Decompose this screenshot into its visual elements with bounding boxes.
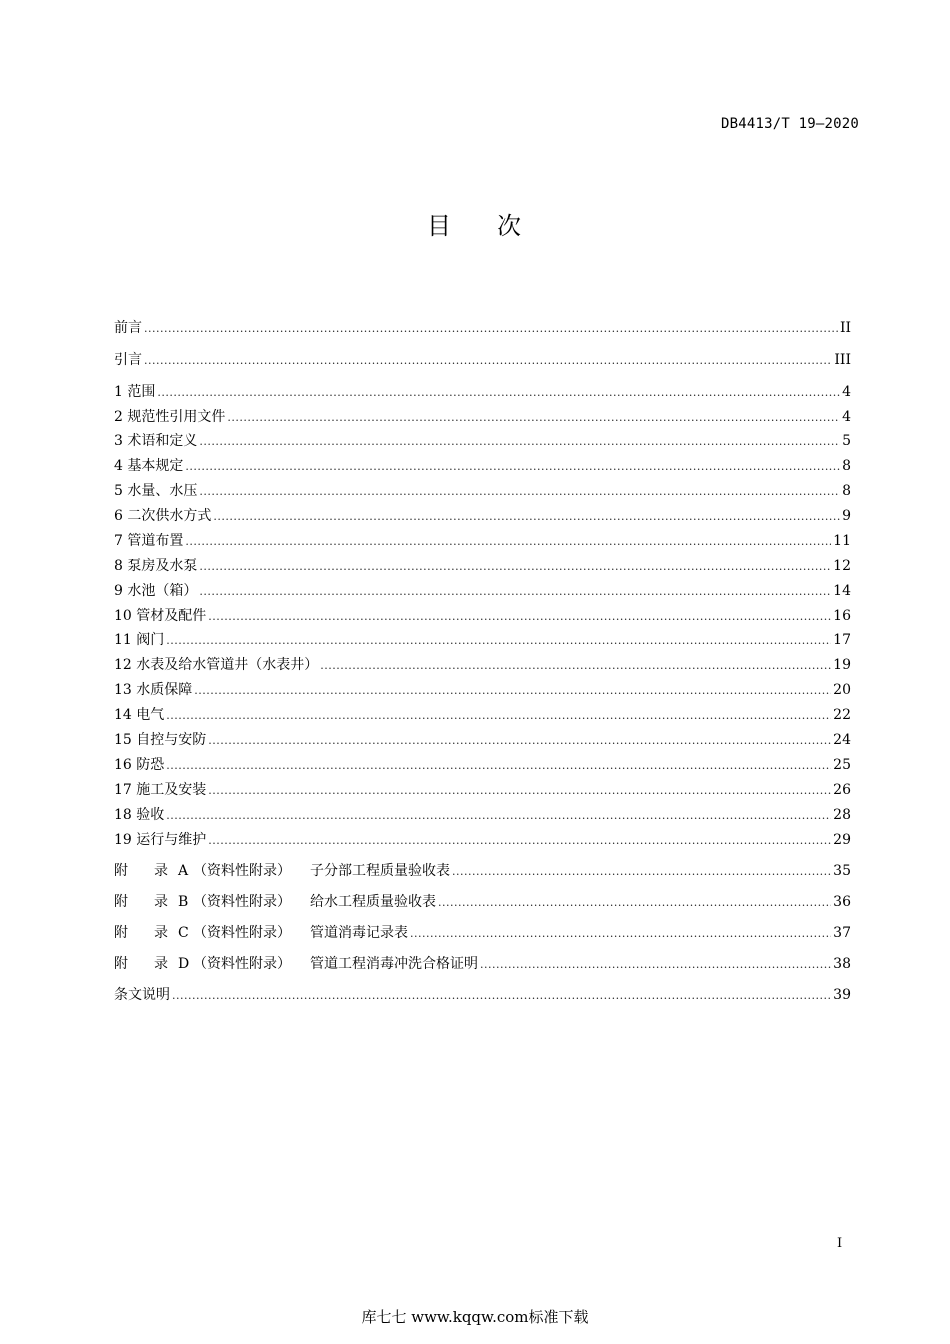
toc-entry[interactable] [114, 432, 851, 450]
toc-appendix-entry[interactable] [114, 862, 851, 880]
toc-entry-label: 15 自控与安防 [114, 732, 207, 748]
toc-entry-page: 19 [833, 657, 851, 673]
toc-entry-page: 17 [833, 632, 851, 648]
toc-appendix-entry[interactable] [114, 924, 851, 942]
toc-entry-page: 29 [833, 832, 851, 848]
toc-leader-dots [185, 533, 831, 551]
toc-entry[interactable] [114, 507, 851, 525]
toc-entry-label: 13 水质保障 [114, 682, 193, 698]
toc-entry-page: 38 [833, 956, 851, 972]
page-number: I [837, 1236, 843, 1251]
toc-entry-page: III [834, 352, 851, 368]
toc-entry[interactable] [114, 656, 851, 674]
toc-entry-label: 16 防恐 [114, 757, 165, 773]
toc-entry-page: 35 [833, 863, 851, 879]
toc-entry[interactable] [114, 383, 851, 401]
appendix-letter: A [178, 863, 189, 879]
toc-entry-label: 1 范围 [114, 384, 156, 400]
toc-entry-page: 12 [833, 558, 851, 574]
toc-entry[interactable] [114, 457, 851, 475]
toc-appendix-entry[interactable] [114, 893, 851, 911]
toc-leader-dots [199, 433, 840, 451]
appendix-title: 给水工程质量验收表 [310, 894, 436, 910]
toc-leader-dots [213, 508, 840, 526]
toc-entry[interactable] [114, 681, 851, 699]
toc-entry-page: 4 [842, 384, 851, 400]
appendix-label [114, 924, 408, 942]
appendix-title: 管道工程消毒冲洗合格证明 [310, 956, 478, 972]
toc-entry[interactable] [114, 781, 851, 799]
appendix-letter: D [178, 956, 190, 972]
toc-entry-page: 37 [833, 925, 851, 941]
toc-entry[interactable] [114, 607, 851, 625]
toc-entry-page: 9 [842, 508, 851, 524]
appendix-lu: 录 [154, 956, 168, 972]
toc-entry-label: 引言 [114, 352, 142, 368]
toc-leader-dots [194, 682, 831, 700]
toc-entry-page: 14 [833, 583, 851, 599]
appendix-lu: 录 [154, 863, 168, 879]
toc-entry-page: 22 [833, 707, 851, 723]
toc-entry[interactable] [114, 831, 851, 849]
page-title [0, 206, 950, 241]
toc-entry-page: 28 [833, 807, 851, 823]
toc-entry-label: 11 阀门 [114, 632, 165, 648]
toc-entry[interactable] [114, 631, 851, 649]
toc-leader-dots [185, 458, 840, 476]
toc-entry-page: 20 [833, 682, 851, 698]
toc-entry-page: 39 [833, 987, 851, 1003]
toc-leader-dots [144, 352, 832, 370]
toc-leader-dots [157, 384, 840, 402]
toc-entry-label: 5 水量、水压 [114, 483, 198, 499]
toc-leader-dots [144, 320, 838, 338]
appendix-type: （资料性附录） [193, 863, 291, 879]
toc-entry-page: 36 [833, 894, 851, 910]
appendix-lu: 录 [154, 925, 168, 941]
toc-entry-label: 前言 [114, 320, 142, 336]
toc-leader-dots [172, 987, 831, 1005]
toc-entry-label: 17 施工及安装 [114, 782, 207, 798]
toc-entry-page: 25 [833, 757, 851, 773]
toc-entry[interactable] [114, 806, 851, 824]
toc-entry-label: 12 水表及给水管道井（水表井） [114, 657, 319, 673]
toc-leader-dots [166, 807, 831, 825]
toc-entry-label: 19 运行与维护 [114, 832, 207, 848]
appendix-title: 子分部工程质量验收表 [310, 863, 450, 879]
toc-entry-page: 4 [842, 409, 851, 425]
toc-entry-page: 26 [833, 782, 851, 798]
appendix-fu: 附 [114, 925, 128, 941]
toc-entry-label: 2 规范性引用文件 [114, 409, 226, 425]
toc-entry[interactable] [114, 731, 851, 749]
toc-leader-dots [208, 782, 831, 800]
toc-entry-label: 6 二次供水方式 [114, 508, 212, 524]
toc-entry[interactable] [114, 351, 851, 369]
toc-entry-page: 11 [833, 533, 851, 549]
appendix-fu: 附 [114, 894, 128, 910]
toc-leader-dots [166, 707, 831, 725]
toc-entry-label: 8 泵房及水泵 [114, 558, 198, 574]
toc-leader-dots [438, 894, 831, 912]
toc-entry-label: 7 管道布置 [114, 533, 184, 549]
toc-entry-label: 9 水池（箱） [114, 583, 198, 599]
appendix-fu: 附 [114, 956, 128, 972]
toc-leader-dots [227, 409, 840, 427]
toc-entry-page: 16 [833, 608, 851, 624]
toc-entry-page: 24 [833, 732, 851, 748]
document-code: DB4413/T 19—2020 [720, 116, 859, 132]
toc-leader-dots [208, 608, 831, 626]
appendix-letter: C [178, 925, 189, 941]
appendix-type: （资料性附录） [193, 894, 291, 910]
appendix-label [114, 862, 450, 880]
toc-entry[interactable] [114, 319, 851, 337]
toc-leader-dots [320, 657, 831, 675]
toc-entry[interactable] [114, 482, 851, 500]
toc-leader-dots [452, 863, 831, 881]
appendix-letter: B [178, 894, 189, 910]
toc-entry-page: 8 [842, 483, 851, 499]
title-char-2: 次 [497, 212, 523, 240]
toc-leader-dots [208, 732, 831, 750]
appendix-title: 管道消毒记录表 [310, 925, 408, 941]
toc-entry-label: 条文说明 [114, 987, 170, 1003]
toc-leader-dots [199, 558, 831, 576]
toc-entry-label: 10 管材及配件 [114, 608, 207, 624]
toc-entry[interactable] [114, 986, 851, 1004]
toc-entry-label: 18 验收 [114, 807, 165, 823]
appendix-lu: 录 [154, 894, 168, 910]
appendix-label [114, 955, 478, 973]
toc-appendix-entry[interactable] [114, 955, 851, 973]
toc-entry-label: 4 基本规定 [114, 458, 184, 474]
toc-entry[interactable] [114, 557, 851, 575]
toc-entry-page: 8 [842, 458, 851, 474]
toc-entry[interactable] [114, 582, 851, 600]
appendix-label [114, 893, 436, 911]
appendix-type: （资料性附录） [193, 956, 291, 972]
footer-watermark: 库七七 www.kqqw.com标准下载 [361, 1308, 589, 1326]
toc-leader-dots [410, 925, 831, 943]
appendix-fu: 附 [114, 863, 128, 879]
toc-leader-dots [199, 583, 831, 601]
toc-leader-dots [199, 483, 840, 501]
toc-entry[interactable] [114, 706, 851, 724]
title-char-1: 目 [427, 212, 453, 240]
toc-leader-dots [208, 832, 831, 850]
toc-entry-page: 5 [842, 433, 851, 449]
toc-leader-dots [480, 956, 831, 974]
toc-entry[interactable] [114, 532, 851, 550]
toc-leader-dots [166, 757, 831, 775]
appendix-type: （资料性附录） [193, 925, 291, 941]
toc-entry[interactable] [114, 756, 851, 774]
toc-leader-dots [166, 632, 831, 650]
toc-entry-page: II [839, 320, 851, 336]
toc-entry-label: 14 电气 [114, 707, 165, 723]
toc-entry[interactable] [114, 408, 851, 426]
toc-entry-label: 3 术语和定义 [114, 433, 198, 449]
